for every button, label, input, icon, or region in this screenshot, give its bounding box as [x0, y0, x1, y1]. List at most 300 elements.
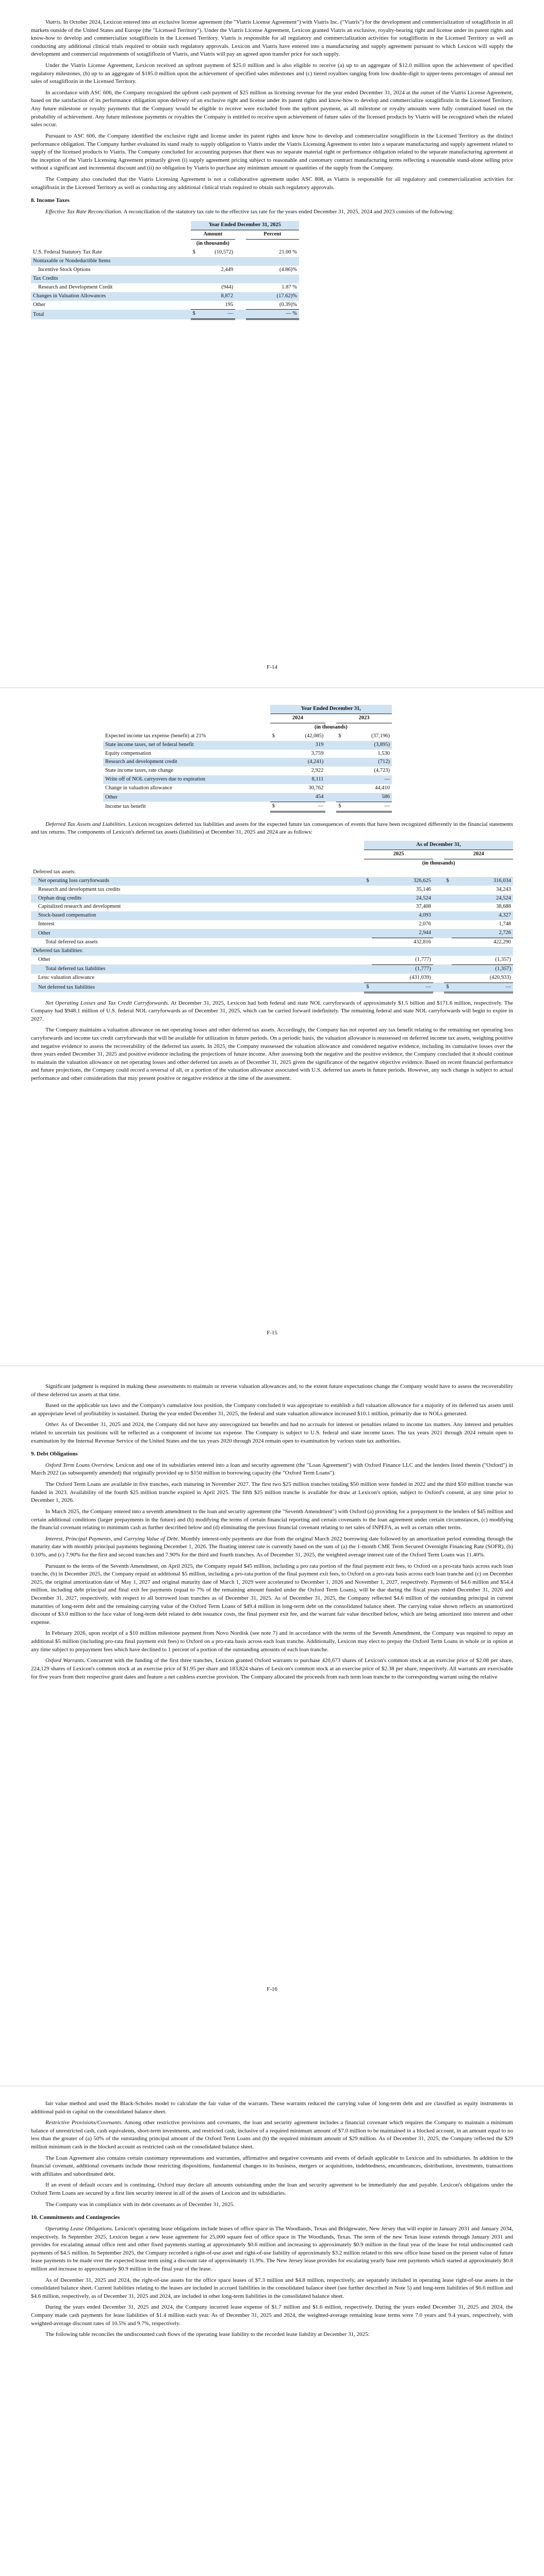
- page3-content: [31, 1383, 513, 1684]
- table-cell: [270, 784, 278, 793]
- paragraph: [31, 62, 513, 86]
- page4-content: [31, 2100, 513, 2342]
- table-cell: [444, 903, 452, 911]
- table-cell: [336, 793, 344, 802]
- table-cell: [191, 257, 198, 266]
- paragraph-text: fair value method and used the Black-Scholes model to calculate the fair value of the warrants. These warrants reduced the carrying value of long-term debt and are classified as equity instruments in additional paid-in capital on the consolidated balance sheet.: [31, 2100, 513, 2115]
- paragraph-lead: Oxford Term Loans Overview.: [45, 1462, 114, 1468]
- deferred-tax-text: Lexicon recognizes deferred tax liabilities and assets for the expected future tax consequences of events that have been recognized differently in the financial statements and tax returns. The components of Lexicon's deferred tax assets (liabilities) at December 31, 2025 and 2024 are as follows:: [31, 821, 513, 836]
- table-cell: 21.00 %: [279, 249, 297, 256]
- page2-content: [31, 705, 513, 1086]
- table-cell: Orphan drug credits: [31, 894, 364, 903]
- table-cell: Less: valuation allowance: [38, 975, 95, 981]
- table-cell: 2,449: [221, 266, 234, 273]
- table-cell: 316,034: [452, 877, 513, 886]
- table-cell: [198, 275, 235, 283]
- table-cell: 586: [344, 793, 392, 802]
- paragraph: [31, 2119, 513, 2151]
- table-cell: [433, 886, 444, 894]
- paragraph-text: At December 31, 2025, Lexicon had both federal and state NOL carryforwards of approximately $1.5 billion and $171.6 million, respectively. The Company had $948.1 million of U.S. federal NOL carryforwards as of December 31, 2025, which can be carried forward indefinitely. The remaining federal and state NOL carryforwards will begin to expire in 2027.: [31, 999, 514, 1022]
- paragraph: [31, 2155, 513, 2179]
- table-cell: [433, 877, 444, 886]
- table-cell: Net operating loss carryforwards: [31, 877, 364, 886]
- page2-paragraphs: [31, 999, 513, 1083]
- paragraph-lead: Viatris.: [45, 19, 62, 25]
- paragraph: [31, 1402, 513, 1418]
- table-cell: (4.86)%: [279, 266, 297, 273]
- table-cell: [364, 868, 372, 877]
- table3-header: As of December 31,: [364, 841, 513, 850]
- table-row: [103, 802, 392, 811]
- table-cell: [191, 266, 198, 275]
- page-separator: [0, 1365, 544, 1366]
- table-cell: (1,777): [372, 956, 433, 964]
- table-cell: [325, 758, 336, 767]
- table-cell: —: [372, 982, 433, 992]
- paragraph: [31, 132, 513, 173]
- table-cell: [444, 868, 452, 877]
- page-number: F-14: [267, 664, 277, 670]
- table-cell: 422,290: [493, 939, 511, 945]
- table-cell: (944): [221, 284, 234, 290]
- table-cell: [364, 947, 372, 956]
- table-cell: [270, 758, 278, 767]
- table2-body: [103, 732, 392, 812]
- table-cell: [444, 911, 452, 920]
- table-cell: $: [338, 733, 341, 739]
- table2-col-2023: 2023: [336, 714, 392, 723]
- table-row: [103, 775, 392, 784]
- table-cell: [235, 248, 246, 257]
- paragraph: [31, 2303, 513, 2328]
- table-cell: (10,572): [215, 249, 234, 256]
- table2-unit: (in thousands): [314, 724, 348, 730]
- table-cell: [325, 750, 336, 758]
- paragraph: [31, 1383, 513, 1399]
- table-cell: Other: [31, 929, 364, 938]
- table-cell: 454: [278, 793, 325, 802]
- paragraph: [31, 2181, 513, 2197]
- table2-header: Year Ended December 31,: [270, 705, 392, 714]
- table-cell: Other: [33, 302, 45, 308]
- table-row: [103, 732, 392, 741]
- paragraph: [31, 176, 513, 192]
- table-row: [103, 784, 392, 793]
- table-cell: Write off of NOL carryovers due to expiration: [103, 775, 270, 784]
- table-row: [103, 767, 392, 775]
- table-row: [31, 248, 299, 257]
- table-cell: —: [278, 802, 325, 811]
- table-cell: —: [344, 775, 392, 784]
- paragraph: [31, 1535, 513, 1560]
- paragraph-text: Lexicon and one of its subsidiaries entered into a loan and security agreement (the "Loan Agreement") with Oxford Finance LLC and the lenders listed therein ("Oxford") in March 2022 (as subsequently amended) that originally provided up to $150 million in borrowing capacity (the "Oxford Term Loans").: [31, 1462, 513, 1477]
- table-cell: [433, 964, 444, 973]
- table-cell: 2,922: [311, 768, 324, 774]
- table-cell: (37,196): [371, 733, 390, 739]
- paragraph: [31, 2331, 513, 2339]
- table-cell: (0.39)%: [279, 301, 297, 308]
- table-cell: [270, 793, 278, 802]
- table-cell: [433, 903, 444, 911]
- paragraph-text: In February 2026, upon receipt of a $10 million milestone payment from Novo Nordisk (see note 7) and in accordance with the terms of the Seventh Amendment, the Company was required to repay an additional $5 million (including pro-rata final payment exit fees) to Oxford on a pro-rata basis across each loan tranche. Additionally, Lexicon may elect to prepay the Oxford Term Loans in whole or in option at any time subject to prepayment fees which have declined to 1 percent of a portion of the outstanding amounts of each loan tranche.: [31, 1630, 513, 1653]
- table-cell: [198, 257, 235, 266]
- table-cell: [444, 956, 452, 964]
- paragraph-text: If an event of default occurs and is continuing, Oxford may declare all amounts outstanding under the loan and security agreement to be immediately due and payable. Lexicon's obligations under the Oxford Term Loans are secured by a first lien security interest in all of the assets of Lexicon and its subsidiaries.: [31, 2182, 513, 2197]
- table-cell: —: [452, 982, 513, 992]
- table-cell: Other: [38, 957, 51, 963]
- paragraph-text: As of December 31, 2025 and 2024, the Company did not have any unrecognized tax benefits and had no accruals for interest or penalties related to income tax matters. Any interest and penalties related to uncertain tax positions will be reflected as a component of income tax expense. The Company is subject to U.S. federal and state income taxes. The tax years 2021 through 2024 remain open to examination by the Internal Revenue Service of the United States and the tax years 2020 through 2024 remain open to examination by various state tax authorities.: [31, 1421, 513, 1444]
- page-separator: [0, 2086, 544, 2087]
- paragraph: [31, 89, 513, 129]
- table-cell: [433, 947, 444, 956]
- table-cell: [433, 938, 444, 947]
- table-cell: $: [336, 802, 344, 811]
- table-cell: [444, 947, 452, 956]
- table3-body: [31, 868, 513, 992]
- page3-paragraphs: [31, 1383, 513, 1445]
- paragraph: [31, 999, 513, 1024]
- table-cell: 319: [278, 741, 325, 750]
- paragraph-text: The Oxford Term Loans are available in five tranches, each maturing in November 2027. The first two $25 million tranches totaling $50 million were funded in 2022 and the third $50 million tranche was funded in 2023. Availability of the fourth $25 million tranche expired in April 2025. The fifth $25 million tranche is available for draw at Lexicon's option, subject to Oxford's consent, at any time prior to December 1, 2026.: [31, 1481, 513, 1504]
- table-cell: [270, 750, 278, 758]
- paragraph-text: During the years ended December 31, 2025 and 2024, the Company incurred lease expense of $1.7 million and $1.6 million, respectively. During the years ended December 31, 2025 and 2024, the Company made cash payments for lease liabilities of $1.4 million each year. As of December 31, 2025 and 2024, the weighted-average remaining lease terms were 7.0 years and 9.4 years, respectively, with weighted-average discount rates of 10.5% and 9.7%, respectively.: [31, 2304, 513, 2327]
- table-row: [31, 911, 513, 920]
- table-row: [103, 793, 392, 802]
- table-cell: [444, 938, 452, 947]
- table-cell: 37,408: [416, 904, 431, 910]
- paragraph-text: Lexicon's operating lease obligations include leases of office space in The Woodlands, Texas and Bridgewater, New Jersey that will expire in January 2031 and January 2034, respectively. In September 2025, Lexicon began a new lease agreement for 25,000 square feet of office space in The Woodlands, Texas. The term of the new Texas lease extends through January 2031 and provides for escalating annual office rent and other fixed payments starting at approximately $0.6 million and increasing to approximately $0.9 million in the final year of the lease for total undiscounted cash payments of $4.5 million. In September 2025, the Company recorded a right-of-use asset and right-of-use liability of approximately $3.2 million related to this new office lease based on the present value of future lease payments to be made over the expected lease term using a discount rate of approximately 11.9%. The New Jersey lease provides for escalating yearly base rent payments which started at approximately $0.8 million and increase to approximately $0.9 million in the final year of the lease.: [31, 2225, 513, 2272]
- table-cell: [433, 929, 444, 938]
- table-cell: [336, 767, 344, 775]
- table-cell: [444, 929, 452, 938]
- table-cell: [336, 775, 344, 784]
- table-cell: [336, 758, 344, 767]
- paragraph: [31, 1508, 513, 1532]
- table3-col-2024: 2024: [444, 850, 513, 859]
- table-cell: Tax Credits: [31, 275, 191, 283]
- table-cell: Total: [31, 310, 191, 319]
- paragraph-text: Pursuant to the terms of the Seventh Amendment, on April 2025, the Company repaid $45 million, including a pro rata portion of the final payment exit fees, to Oxford on a pro-rata basis across each loan tranche, (b) in December 2025, the Company repaid an additional $5 million, including a pro-rata portion of the final payment exit fees, to Oxford on a pro-rata basis across each loan tranche and (c) on December 2025, the original amortization date of May 1, 2027 and original maturity date of March 1, 2029 were accelerated to December 1, 2026 and November 1, 2027, respectively. Payments of $4.6 million and $54.4 million, including debt principal and final exit fee payments (equal to 7% of the remaining amount funded under the Oxford Term Loans), will be due during the fiscal years ended December 31, 2026 and December 31, 2027, respectively, with respect to all borrowed loan tranches as of December 31, 2025. As of December 31, 2025, the Company reflected $4.6 million of the outstanding principal in current maturities of long-term debt and the remaining carrying value of the Oxford Term Loans of $49.4 million in long-term debt on the consolidated balance sheet. The carrying value shown reflects an unamortized discount of $3.0 million to the face value of long-term debt related to debt issuance costs, the final payment exit fee, and the warrant fair value described below, which are being amortized into interest and other expense.: [31, 1563, 513, 1625]
- table-cell: 34,243: [496, 886, 511, 892]
- table-cell: [191, 301, 198, 310]
- table-cell: 3,759: [311, 750, 324, 756]
- table-cell: Stock-based compensation: [31, 911, 364, 920]
- table-cell: [452, 947, 513, 956]
- table-cell: [325, 767, 336, 775]
- table-cell: [364, 929, 372, 938]
- table-cell: 30,762: [308, 785, 324, 791]
- table-cell: Deferred tax liabilities:: [31, 947, 364, 956]
- table-cell: [364, 903, 372, 911]
- paragraph: [31, 1026, 513, 1082]
- paragraph: [31, 2201, 513, 2209]
- table-cell: [235, 310, 246, 319]
- table-cell: Changes in Valuation Allowances: [31, 292, 191, 301]
- paragraph: [31, 1481, 513, 1505]
- paragraph-lead: Net Operating Losses and Tax Credit Carryforwards.: [45, 999, 170, 1006]
- table-cell: State income taxes, net of federal benefit: [103, 741, 270, 750]
- table-cell: 1,530: [377, 750, 390, 756]
- paragraph-text: Significant judgment is required in making these assessments to maintain or reverse valuation allowances and, to the extent future expectations change the Company would have to assess the recoverability of these deferred tax assets at that time.: [31, 1383, 513, 1398]
- table-cell: [364, 938, 372, 947]
- table-cell: Equity compensation: [105, 750, 151, 756]
- table2-col-2024: 2024: [270, 714, 326, 723]
- table-row: [31, 947, 513, 956]
- paragraph-text: The Company was in compliance with its debt covenants as of December 31, 2025.: [45, 2201, 235, 2208]
- table-row: [103, 741, 392, 750]
- table-cell: [433, 894, 444, 903]
- table-row: [31, 956, 513, 964]
- table1-body: [31, 248, 299, 319]
- paragraph-lead: Interest, Principal Payments, and Carrying Value of Debt.: [45, 1535, 179, 1542]
- table-row: [31, 877, 513, 886]
- paragraph-text: Pursuant to ASC 606, the Company identified the exclusive right and license under its patent rights and know how to develop and commercialize sotagliflozin in the Licensed Territory as the distinct performance obligation. The Company further evaluated its stand ready to supply obligation to Viatris under the Viatris Licensing Agreement to enter into a separate manufacturing and supply agreement related to supply of the licensed products to Viatris. The Company concluded for accounting purposes that there was no separate material right or performance obligation related to the separate manufacturing agreement at the inception of the Viatris Licensing Agreement primarily given (i) supply agreement pricing subject to reasonable and customary contract manufacturing terms reflecting a reasonable stand-alone selling price without a significant and incremental discount and (ii) no obligation by Viatris to purchase any minimum amount or quantities of the supply from the Company.: [31, 132, 513, 172]
- paragraph: [31, 2225, 513, 2274]
- table-cell: [325, 732, 336, 741]
- table-cell: 44,410: [375, 785, 390, 791]
- paragraph: [31, 19, 513, 59]
- table-cell: [444, 920, 452, 929]
- table-cell: Change in valuation allowance: [105, 785, 172, 791]
- table-cell: [364, 911, 372, 920]
- table-cell: [270, 767, 278, 775]
- table-cell: (3,895): [344, 741, 392, 750]
- table-cell: (1,357): [452, 956, 513, 964]
- table-cell: 2,726: [452, 929, 513, 938]
- commitments-paragraphs: [31, 2225, 513, 2339]
- table-cell: Incentive Stock Options: [38, 266, 91, 273]
- table-row: [31, 310, 299, 319]
- paragraph-text: Concurrent with the funding of the first three tranches, Lexicon granted Oxford warrants to purchase 420,673 shares of Lexicon's common stock at an exercise price of $2.08 per share, 224,129 shares of Lexicon's common stock at an exercise price of $1.95 per share and 183,824 shares of Lexicon's common stock at an exercise price of $2.38 per share, respectively. All warrants are exercisable for five years from their respective grant dates and feature a net cashless exercise provision. The Company allocated the proceeds from each term loan tranche to the corresponding warrant using the relative: [31, 1657, 513, 1680]
- table-cell: $: [364, 982, 372, 992]
- paragraph-text: The Company also concluded that the Viatris Licensing Agreement is not a collaborative agreement under ASC 808, as Viatris is responsible for all regulatory and commercialization activities for sotagliflozin in the Licensed Territory as well as conducting any additional clinical trials required to obtain such regulatory approvals.: [31, 176, 513, 191]
- paragraph-text: The Loan Agreement also contains certain customary representations and warranties, affirmative and negative covenants and events of default applicable to Lexicon and its subsidiaries. In addition to the financial covenant, additional covenants include those restricting dispositions, fundamental changes to its business, mergers or acquisitions, indebtedness, encumbrances, distributions, investments, transactions with affiliates and subordinated debt.: [31, 2155, 513, 2177]
- table-cell: —: [198, 310, 235, 319]
- table-cell: Deferred tax assets:: [33, 869, 76, 875]
- table-cell: 8,111: [278, 775, 325, 784]
- paragraph-lead: Operating Lease Obligations.: [45, 2225, 113, 2232]
- table-cell: 1.87 %: [282, 284, 297, 290]
- table-cell: [235, 266, 246, 275]
- table-row: [31, 292, 299, 301]
- table-cell: (1,357): [452, 964, 513, 973]
- table-cell: 38,688: [496, 904, 511, 910]
- page4-paragraphs: [31, 2100, 513, 2209]
- section-title-income-taxes: 8. Income Taxes: [31, 197, 70, 204]
- table-cell: [270, 775, 278, 784]
- paragraph-text: Under the Viatris License Agreement, Lexicon received an upfront payment of $25.0 million and is also eligible to receive (a) up to an aggregate of $12.0 million upon the achievement of specified regulatory milestones, (b) up to an aggregate of $185.0 million upon the achievement of specified sales milestones and (c) tiered royalties ranging from low double-digit to upper-teens percentages of annual net sales of sotagliflozin in the Licensed Territory.: [31, 62, 513, 85]
- table-row: [31, 283, 299, 292]
- table-cell: 2,076: [419, 921, 431, 927]
- table-cell: Research and development tax credits: [38, 886, 121, 892]
- table-cell: $: [191, 310, 198, 319]
- page-separator: [0, 687, 544, 688]
- table-row: [31, 964, 513, 973]
- paragraph-lead: Oxford Warrants.: [45, 1657, 86, 1664]
- table-cell: U.S. Federal Statutory Tax Rate: [33, 249, 102, 256]
- table-cell: 24,524: [452, 894, 513, 903]
- table-cell: [364, 920, 372, 929]
- paragraph-text: Based on the applicable tax laws and the Company's cumulative loss position, the Company concluded it was appropriate to establish a full valuation allowance for a majority of its deferred tax assets until an appropriate level of profitability is sustained. During the year ended December 31, 2025, the federal and state valuation allowance increased $10.1 million, primarily due to NOLs generated.: [31, 1402, 513, 1417]
- table-row: [31, 257, 299, 266]
- paragraph-text: In accordance with ASC 606, the Company recognized the upfront cash payment of $25 million as licensing revenue for the year ended December 31, 2024 at the outset of the Viatris License Agreement, based on the satisfaction of its performance obligation upon delivery of an exclusive right and license under its patent rights and know-how to develop and commercialize sotagliflozin in the Licensed Territory. Any future milestone or royalty payments that the Company would be eligible to receive were excluded from the upfront payment, as all milestone or royalty amounts were fully constrained based on the probability of achievement. Any future milestone payments or royalties the Company is entitled to receive upon achievement of future sales of the licensed products by Viatris will be recognized when the related sales occur.: [31, 89, 513, 128]
- paragraph: [31, 1421, 513, 1445]
- section-title-commitments: 10. Commitments and Contingencies: [31, 2214, 120, 2221]
- paragraph: [31, 1563, 513, 1627]
- table-cell: [325, 775, 336, 784]
- table-cell: —: [344, 802, 392, 811]
- page-number: F-16: [267, 1986, 277, 1992]
- table-row: [103, 758, 392, 767]
- debt-paragraphs: [31, 1462, 513, 1681]
- table-row: [31, 903, 513, 911]
- table3-col-2025: 2025: [364, 850, 433, 859]
- table-cell: [270, 741, 278, 750]
- paragraph: [31, 2277, 513, 2301]
- table-cell: [246, 275, 299, 283]
- table-cell: [444, 964, 452, 973]
- rate-reconciliation-intro: [31, 208, 513, 216]
- table-cell: Expected income tax expense (benefit) at 21%: [105, 733, 206, 739]
- table-cell: (4,241): [278, 758, 325, 767]
- rate-reconciliation-text: A reconciliation of the statutory tax rate to the effective tax rate for the years ended December 31, 2025, 2024 and 2023 consists of the following:: [122, 208, 454, 215]
- table-cell: [433, 974, 444, 982]
- table-cell: [325, 784, 336, 793]
- table-cell: 195: [225, 301, 234, 308]
- tax-expense-reconciliation-table: [103, 705, 392, 812]
- table-cell: 8,872: [198, 292, 235, 301]
- table-row: [31, 894, 513, 903]
- table3-unit: (in thousands): [422, 860, 455, 866]
- table-cell: [372, 868, 433, 877]
- table-cell: — %: [246, 310, 299, 319]
- table-cell: (1,777): [372, 964, 433, 973]
- table1-header: Year Ended December 31, 2025: [191, 221, 299, 230]
- table-cell: $: [192, 249, 195, 256]
- table-cell: $: [270, 802, 278, 811]
- table-cell: Other: [103, 793, 270, 802]
- table-row: [31, 301, 299, 310]
- table-cell: Total deferred tax assets: [45, 939, 98, 945]
- table-row: [103, 750, 392, 758]
- table-row: [31, 275, 299, 283]
- table-cell: $: [272, 733, 275, 739]
- table-cell: (712): [344, 758, 392, 767]
- table-cell: [336, 741, 344, 750]
- table-cell: [235, 275, 246, 283]
- table-cell: [372, 947, 433, 956]
- table-cell: [433, 982, 444, 992]
- paragraph: [31, 2100, 513, 2116]
- table-row: [31, 974, 513, 982]
- table1-unit: (in thousands): [196, 241, 229, 247]
- table-cell: [433, 868, 444, 877]
- table-cell: [364, 974, 372, 982]
- table-cell: [444, 974, 452, 982]
- table-cell: [325, 741, 336, 750]
- table-cell: [364, 894, 372, 903]
- table-cell: [433, 920, 444, 929]
- section-title-debt-obligations: 9. Debt Obligations: [31, 1451, 78, 1458]
- paragraph-lead: Restrictive Provisions/Covenants.: [45, 2120, 123, 2126]
- table-cell: 432,816: [413, 939, 431, 945]
- table-cell: [246, 257, 299, 266]
- table-cell: $: [444, 877, 452, 886]
- deferred-tax-lead: Deferred Tax Assets and Liabilities.: [45, 821, 127, 827]
- page-number: F-15: [267, 1330, 277, 1336]
- paragraph-text: Monthly interest-only payments are due from the original March 2022 borrowing date followed by an amortization period extending through the maturity date with monthly principal payments beginning December 1, 2026. The floating interest rate is currently based on the sum of (a) the 1-month CME Term Secured Overnight Financing Rate (SOFR), (b) 0.10%, and (c) 7.90% for the first and second tranches and 7.90% for the third and fourth tranches. As of December 31, 2025, the weighted average interest rate of the Oxford Term Loans was 11.40%.: [31, 1535, 513, 1558]
- table-row: [31, 886, 513, 894]
- table-cell: [235, 283, 246, 292]
- table-cell: [444, 894, 452, 903]
- deferred-tax-table: [31, 841, 513, 993]
- table-cell: Interest: [38, 921, 55, 927]
- table-cell: Total deferred tax liabilities: [31, 964, 364, 973]
- paragraph-text: The Company maintains a valuation allowance on net operating losses and other deferred tax assets. Accordingly, the Company has not reported any tax benefit relating to the remaining net operating loss carryforwards and income tax credit carryforwards that will be available for utilization in future periods. On a periodic basis, the valuation allowance is reassessed on deferred income tax assets, weighing positive and negative evidence to assess the recoverability of the deferred tax assets. In 2025, the Company reassessed the valuation allowance and considered negative evidence, including its cumulative losses over the three years ended December 31, 2025 and positive evidence including the projections of future income. After assessing both the negative and the positive evidence, the Company concluded that it should continue to maintain the valuation allowance on net operating losses and other deferred tax assets as of December 31, 2025 given the significance of the negative objective evidence. Based on recent financial performance and future projections, the Company could record a reversal of all, or a portion of the valuation allowance associated with U.S. deferred tax assets in future periods. However, any such change is subject to actual performance and other considerations that may present positive or negative evidence at the time of the assessment.: [31, 1027, 513, 1081]
- table-cell: [444, 886, 452, 894]
- table-cell: [364, 964, 372, 973]
- table-cell: (431,039): [372, 974, 433, 982]
- rate-reconciliation-lead: Effective Tax Rate Reconciliation.: [45, 208, 123, 215]
- table-cell: [325, 802, 336, 811]
- table-cell: 4,093: [372, 911, 433, 920]
- table-cell: 1,748: [499, 921, 511, 927]
- table-cell: 35,146: [416, 886, 431, 892]
- paragraph-lead: Other.: [45, 1421, 60, 1428]
- table1-col-amount: Amount: [191, 230, 236, 240]
- table-cell: Research and Development Credit: [38, 284, 113, 290]
- table-row: [31, 920, 513, 929]
- table-cell: Net deferred tax liabilities: [31, 982, 364, 992]
- paragraph: [31, 1462, 513, 1478]
- deferred-tax-intro: [31, 821, 513, 837]
- table-row: [31, 982, 513, 992]
- paragraph-text: In October 2024, Lexicon entered into an exclusive license agreement (the "Viatris License Agreement") with Viatris Inc. ("Viatris") for the development and commercialization of sotagliflozin in all markets outside of the United States and Europe (the "Licensed Territory"). Under the Viatris License Agreement, Lexicon granted Viatris an exclusive, royalty-bearing right and license under its patent rights and know-how to develop and commercialize sotagliflozin in the Licensed Territory. Viatris is responsible for all regulatory and commercialization activities for sotagliflozin in the Licensed Territory as well as conducting any additional clinical trials required to obtain such regulatory approvals. Lexicon and Viatris have entered into a manufacturing and supply agreement pursuant to which Lexicon will supply the development and commercial requirements of sotagliflozin of Viatris, and Viatris will pay an agreed upon transfer price for such supply.: [31, 19, 513, 58]
- table-cell: Research and development credit: [103, 758, 270, 767]
- table-cell: [191, 292, 198, 301]
- table-row: [31, 938, 513, 947]
- table1-col-percent: Percent: [246, 230, 299, 240]
- table-cell: Capitalized research and development: [38, 904, 121, 910]
- table-cell: (4,723): [374, 768, 390, 774]
- table-cell: $: [444, 982, 452, 992]
- table-cell: (42,085): [305, 733, 324, 739]
- table-cell: [364, 956, 372, 964]
- table-cell: [433, 956, 444, 964]
- paragraph: [31, 1657, 513, 1681]
- paragraph-text: In March 2025, the Company entered into a seventh amendment to the loan and security agreement (the "Seventh Amendment") with Oxford (a) providing for a prepayment to the lenders of $45 million and certain additional conditions (larger prepayments in the future) and (b) modifying the terms of certain financial reporting and certain covenants to the loan agreement under certain circumstances, (c) modifying the financial covenant relating to minimum cash as further described below and (d) eliminating the previous financial covenant relating to net sales of INPEFA, as well as certain other terms.: [31, 1508, 513, 1531]
- table-cell: [235, 292, 246, 301]
- table-cell: 24,524: [372, 894, 433, 903]
- table-cell: 2,944: [372, 929, 433, 938]
- page1-content: [31, 19, 513, 320]
- table-cell: [191, 283, 198, 292]
- tax-rate-reconciliation-table: [31, 221, 299, 320]
- table-cell: [336, 750, 344, 758]
- table-cell: [191, 275, 198, 283]
- table-cell: [452, 868, 513, 877]
- table-cell: [433, 911, 444, 920]
- table-cell: [336, 784, 344, 793]
- table-cell: [364, 886, 372, 894]
- table-cell: Nontaxable or Nondeductible Items: [31, 257, 191, 266]
- table-cell: 4,327: [452, 911, 513, 920]
- table-cell: State income taxes, rate change: [105, 768, 174, 774]
- table-cell: 326,625: [372, 877, 433, 886]
- table-row: [31, 868, 513, 877]
- paragraph-text: Among other restrictive provisions and covenants, the loan and security agreement includes a financial covenant which requires the Company to maintain a minimum balance of unrestricted cash, cash equivalents, short-term investments, and restricted cash, inclusive of a required minimum amount of $7.0 million to be maintained in a blocked account, in an amount equal to no less than the greater of (a) 50% of the outstanding principal amount of the Oxford Term Loans and (b) the required minimum amount of $29 million. As of December 31, 2025, the Company reflected the $29 million minimum cash in the blocked account as restricted cash on the consolidated balance sheet.: [31, 2120, 514, 2150]
- table-cell: [235, 257, 246, 266]
